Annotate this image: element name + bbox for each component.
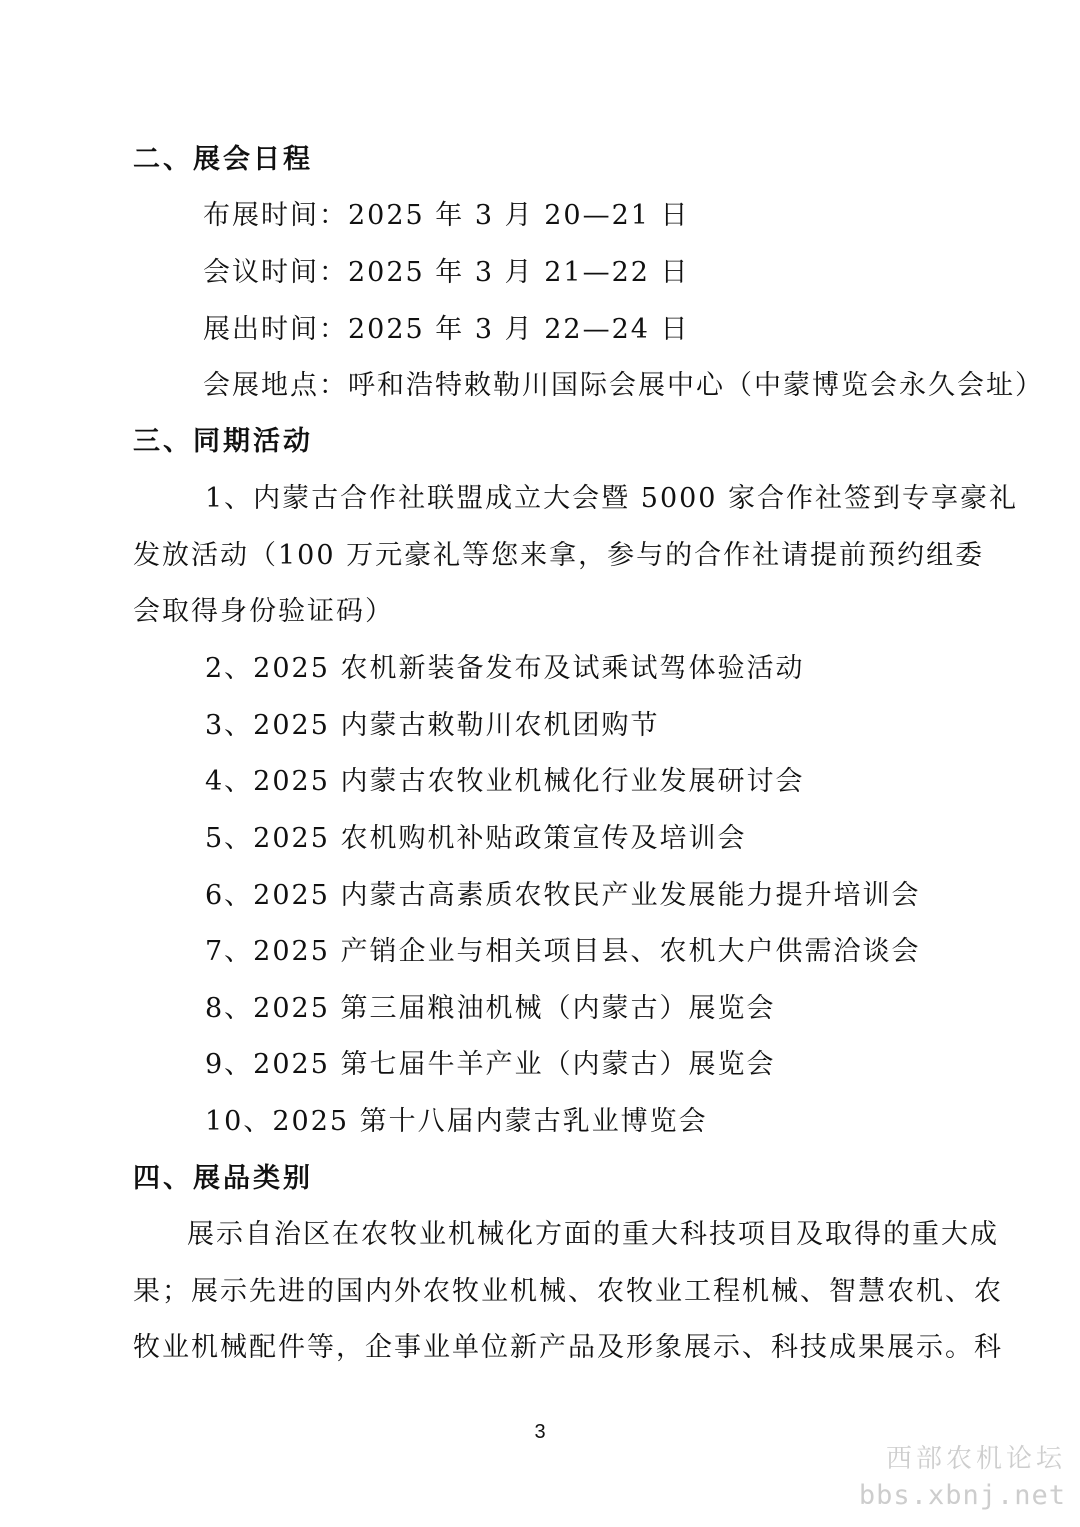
activity-item: 6、2025 内蒙古高素质农牧民产业发展能力提升培训会 — [205, 880, 921, 911]
section-heading-exhibit-categories: 四、展品类别 — [133, 1163, 313, 1194]
activity-item: 5、2025 农机购机补贴政策宣传及培训会 — [205, 823, 747, 854]
schedule-setup-time: 布展时间：2025 年 3 月 20—21 日 — [203, 200, 690, 231]
watermark-site-url: bbs.xbnj.net — [858, 1480, 1066, 1511]
watermark-site-name: 西部农机论坛 — [885, 1444, 1066, 1474]
activity-item: 2、2025 农机新装备发布及试乘试驾体验活动 — [205, 653, 805, 684]
activity-item: 10、2025 第十八届内蒙古乳业博览会 — [205, 1106, 708, 1137]
section-heading-schedule: 二、展会日程 — [133, 144, 313, 175]
activity-1-line-1: 1、内蒙古合作社联盟成立大会暨 5000 家合作社签到专享豪礼 — [205, 483, 1019, 514]
exhibit-paragraph-line-3: 牧业机械配件等，企事业单位新产品及形象展示、科技成果展示。科 — [133, 1332, 1003, 1363]
activity-item: 9、2025 第七届牛羊产业（内蒙古）展览会 — [205, 1049, 776, 1080]
schedule-meeting-time: 会议时间：2025 年 3 月 21—22 日 — [203, 257, 690, 288]
exhibit-paragraph-line-1: 展示自治区在农牧业机械化方面的重大科技项目及取得的重大成 — [187, 1219, 999, 1250]
activity-item: 7、2025 产销企业与相关项目县、农机大户供需洽谈会 — [205, 936, 921, 967]
section-heading-activities: 三、同期活动 — [133, 426, 313, 457]
page-number: 3 — [534, 1421, 546, 1443]
exhibit-paragraph-line-2: 果；展示先进的国内外农牧业机械、农牧业工程机械、智慧农机、农 — [133, 1276, 1003, 1307]
activity-1-line-2: 发放活动（100 万元豪礼等您来拿，参与的合作社请提前预约组委 — [133, 540, 985, 571]
activity-item: 3、2025 内蒙古敕勒川农机团购节 — [205, 710, 660, 741]
activity-item: 4、2025 内蒙古农牧业机械化行业发展研讨会 — [205, 766, 805, 797]
activity-item: 8、2025 第三届粮油机械（内蒙古）展览会 — [205, 993, 776, 1024]
schedule-exhibition-time: 展出时间：2025 年 3 月 22—24 日 — [203, 314, 690, 345]
activity-1-line-3: 会取得身份验证码） — [133, 596, 394, 627]
watermark — [859, 1442, 1066, 1516]
schedule-venue: 会展地点：呼和浩特敕勒川国际会展中心（中蒙博览会永久会址） — [203, 370, 1044, 401]
